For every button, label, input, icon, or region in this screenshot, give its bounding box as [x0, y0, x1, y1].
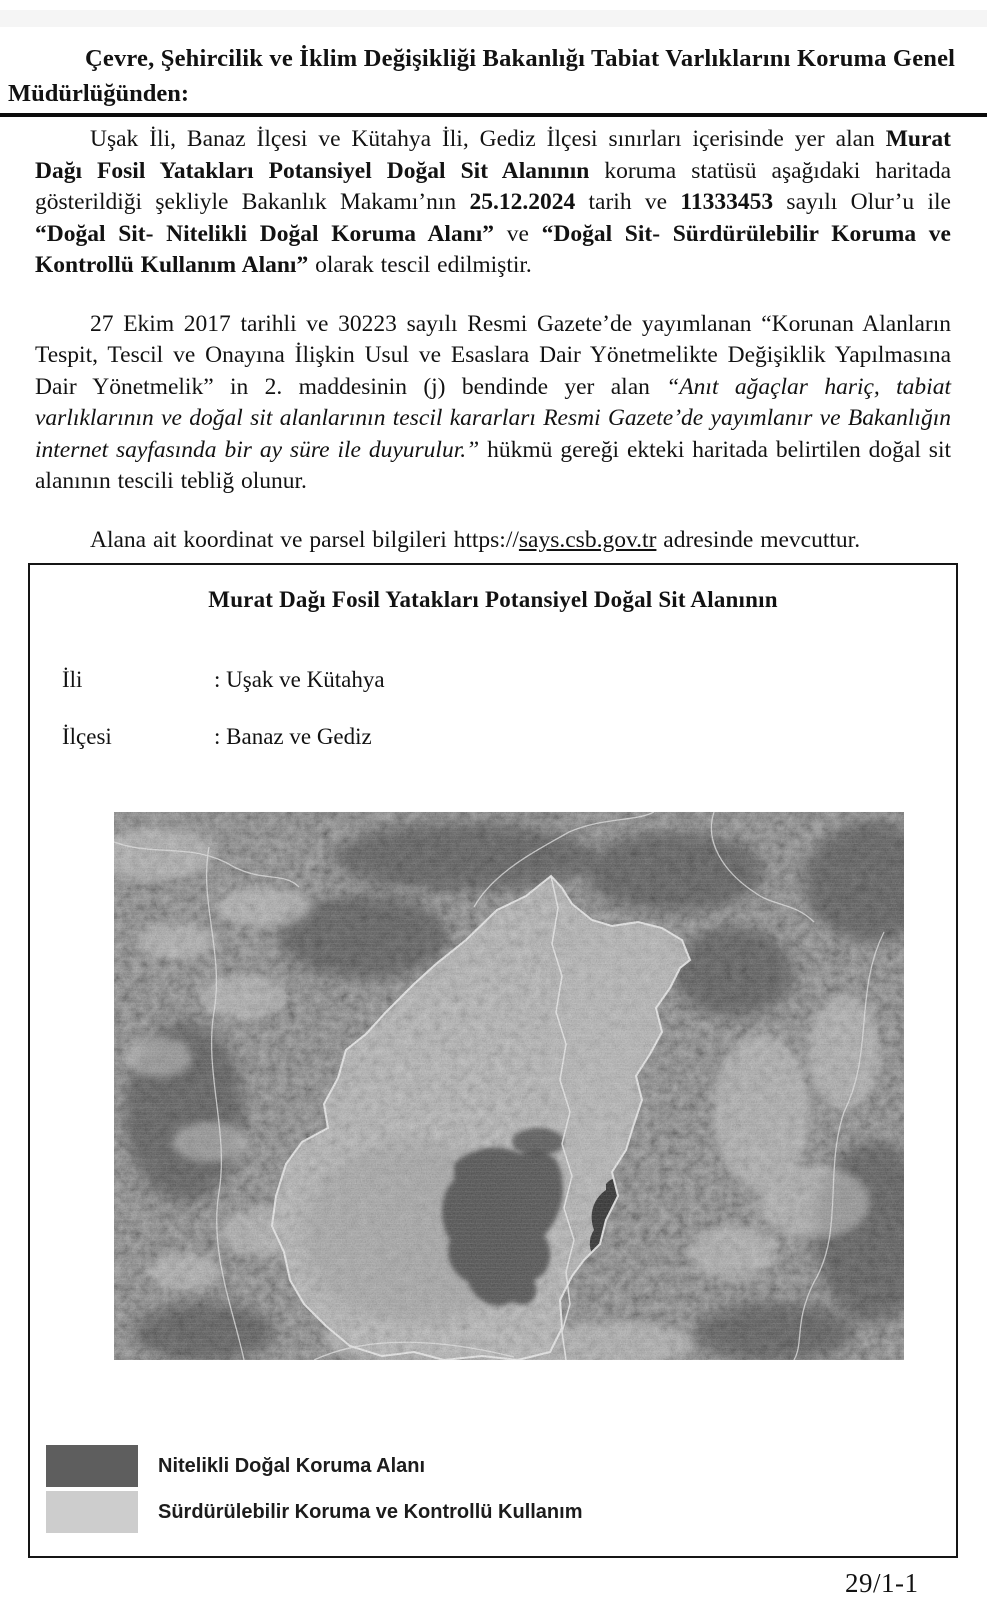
site-info	[62, 665, 956, 752]
grain-overlay	[114, 812, 904, 1360]
legend-swatch-dark	[46, 1445, 138, 1487]
legend-row-surdurulebilir	[46, 1491, 582, 1533]
annex-title: Murat Dağı Fosil Yatakları Potansiyel Doğal Sit Alanının	[208, 587, 778, 612]
decision-number: 11333453	[680, 189, 774, 215]
legend-swatch-light	[46, 1491, 138, 1533]
site-name-bold: Murat Dağı Fosil Yatakları Potansiyel Doğal Sit Alanının	[35, 126, 951, 184]
province-label: İli	[62, 667, 83, 692]
annex-frame	[28, 563, 958, 1558]
text-run: adresinde mevcuttur.	[656, 526, 861, 553]
district-value: : Banaz ve Gediz	[214, 724, 372, 749]
page-number: 29/1-1	[845, 1568, 919, 1598]
district-label: İlçesi	[62, 724, 112, 749]
text-run: Uşak İli, Banaz İlçesi ve Kütahya İli, Gediz İlçesi sınırları içerisinde yer alan	[90, 126, 886, 152]
info-row-province	[62, 665, 956, 695]
legend-row-nitelikli	[46, 1445, 582, 1487]
document-body	[35, 124, 951, 583]
decision-date: 25.12.2024	[469, 189, 576, 215]
text-run: 27 Ekim 2017 tarihli ve 30223 sayılı Resmi Gazete’de yayımlanan “Korunan Alanların Tespit, Tescil ve Onayına İlişkin Usul ve Esaslara Dair Yönetmelikte Değişiklik Yapılmasına Dair Yönetmelik” in 2. maddesinin (j) bendinde yer alan	[35, 310, 951, 400]
legend-label-surdurulebilir: Sürdürülebilir Koruma ve Kontrollü Kullanım	[158, 1500, 583, 1523]
text-run: Alana ait koordinat ve parsel bilgileri https://	[90, 526, 519, 553]
paragraph-registration	[35, 124, 951, 282]
regulation-quote-italic: “Anıt ağaçlar hariç, tabiat varlıklarının ve doğal sit alanlarının tescil kararları Resmi Gazete’de yayımlanır ve Bakanlığın internet sayfasında bir ay süre ile duyurulur.”	[35, 373, 951, 463]
text-run: sayılı Olur’u ile	[773, 189, 951, 215]
document-header	[0, 44, 987, 117]
info-row-district	[62, 722, 956, 752]
header-line-2: Müdürlüğünden:	[0, 79, 987, 117]
map-legend	[46, 1445, 582, 1537]
legend-label-nitelikli: Nitelikli Doğal Koruma Alanı	[158, 1454, 426, 1477]
province-value: : Uşak ve Kütahya	[214, 667, 385, 692]
header-line-1: Çevre, Şehircilik ve İklim Değişikliği Bakanlığı Tabiat Varlıklarını Koruma Genel	[85, 45, 956, 72]
satellite-map-svg	[114, 812, 904, 1360]
status-quote-2: “Doğal Sit- Sürdürülebilir Koruma ve Kontrollü Kullanım Alanı”	[35, 220, 951, 278]
says-csb-link[interactable]: says.csb.gov.tr	[518, 526, 657, 553]
text-run: hükmü gereği ekteki haritada belirtilen doğal sit alanının tescili tebliğ olunur.	[35, 436, 951, 494]
paragraph-coordinates	[35, 525, 951, 557]
text-run: tarih ve	[575, 189, 681, 215]
satellite-map-image	[114, 812, 904, 1360]
text-run: olarak tescil edilmiştir.	[308, 252, 532, 278]
scan-top-bar	[0, 10, 987, 27]
status-quote-1: “Doğal Sit- Nitelikli Doğal Koruma Alanı”	[35, 220, 495, 247]
text-run: ve	[494, 220, 542, 247]
paragraph-regulation	[35, 309, 951, 498]
text-run: koruma statüsü aşağıdaki haritada gösterildiği şekliyle Bakanlık Makamı’nın	[35, 157, 951, 215]
